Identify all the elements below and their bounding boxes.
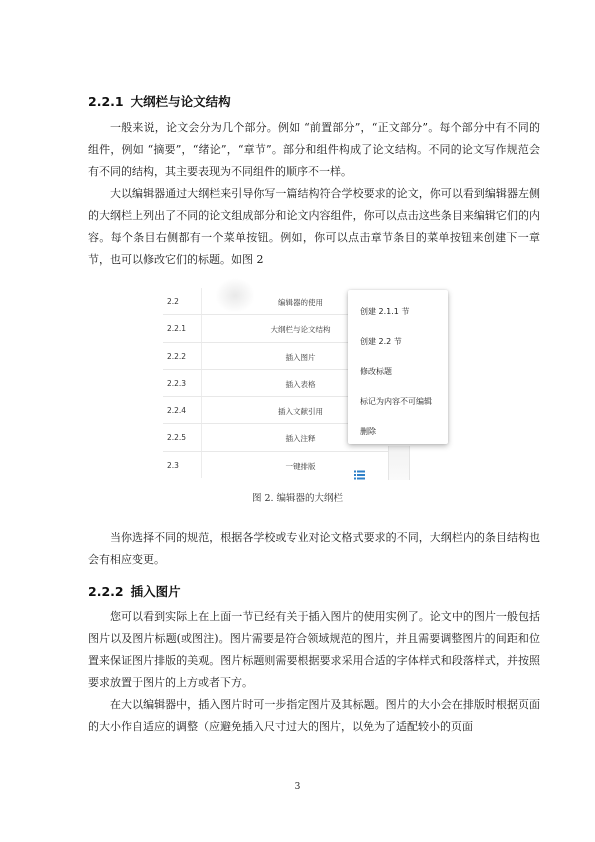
section-heading-2-2-2: [88, 582, 181, 600]
outline-row-number: 2.3: [167, 460, 179, 470]
section-number: 2.2.1: [88, 94, 124, 109]
outline-row-number: 2.2.1: [167, 324, 187, 334]
outline-row-title: 大纲栏与论文结构: [270, 325, 331, 335]
page-number: 3: [294, 782, 301, 792]
outline-row-number: 2.2: [167, 297, 179, 306]
outline-row-title: 编辑器的使用: [278, 298, 323, 307]
outline-row-number: 2.2.3: [167, 378, 187, 388]
paragraph: 一般来说，论文会分为几个部分。例如 “前置部分”，“正文部分”。每个部分中有不同的组件，例如 “摘要”，“绪论”，“章节”。部分和组件构成了论文结构。不同的论文写作规范会有不同的结构，其主要表现为不同组件的顺序不一样。: [88, 121, 540, 178]
panel-edge: [388, 446, 410, 480]
outline-row-number: 2.2.5: [167, 433, 187, 443]
outline-row-title: 一键排版: [285, 461, 316, 471]
paragraph: 您可以看到实际上在上面一节已经有关于插入图片的使用实例了。论文中的图片一般包括图片以及图片标题(或图注)。图片需要是符合领域规范的图片，并且需要调整图片的间距和位置来保证图片排版的美观。图片标题则需要根据要求采用合适的字体样式和段落样式，并按照要求放置于图片的上方或者下方。: [88, 610, 540, 689]
outline-row-title: 插入文献引用: [278, 407, 323, 417]
outline-row-title: 插入图片: [285, 352, 316, 362]
list-icon[interactable]: [354, 470, 365, 480]
outline-row-title: 插入注释: [285, 434, 316, 444]
context-menu: [348, 290, 448, 444]
paragraph: 当你选择不同的规范，根据各学校或专业对论文格式要求的不同，大纲栏内的条目结构也会有相应变更。: [88, 531, 540, 566]
image-placeholder-mark: [215, 278, 255, 313]
section-heading-2-2-1: [88, 92, 231, 110]
paragraph: 在大以编辑器中，插入图片时可一步指定图片及其标题。图片的大小会在排版时根据页面的大小作自适应的调整（应避免插入尺寸过大的图片，以免为了适配较小的页面: [88, 698, 540, 733]
menu-item-create-section[interactable]: 创建 2.1.1 节: [360, 307, 410, 316]
outline-row-title: 插入表格: [285, 379, 316, 389]
section-title: 大纲栏与论文结构: [130, 94, 231, 109]
outline-row-number: 2.2.2: [167, 351, 187, 361]
menu-item-create-chapter[interactable]: 创建 2.2 节: [360, 337, 402, 346]
menu-item-rename[interactable]: 修改标题: [360, 367, 392, 376]
figure-caption: 图 2. 编辑器的大纲栏: [251, 493, 344, 504]
outline-panel-figure: [163, 288, 447, 480]
outline-row-number: 2.2.4: [167, 406, 187, 416]
section-title: 插入图片: [130, 584, 181, 599]
menu-item-delete[interactable]: 删除: [360, 427, 376, 436]
section-number: 2.2.2: [88, 584, 124, 599]
paragraph: 大以编辑器通过大纲栏来引导你写一篇结构符合学校要求的论文，你可以看到编辑器左侧的大纲栏上列出了不同的论文组成部分和论文内容组件，你可以点击这些条目来编辑它们的内容。每个条目右侧都有一个菜单按钮。例如，你可以点击章节条目的菜单按钮来创建下一章节，也可以修改它们的标题。如图 2: [88, 187, 540, 266]
menu-item-lock[interactable]: 标记为内容不可编辑: [360, 397, 432, 406]
